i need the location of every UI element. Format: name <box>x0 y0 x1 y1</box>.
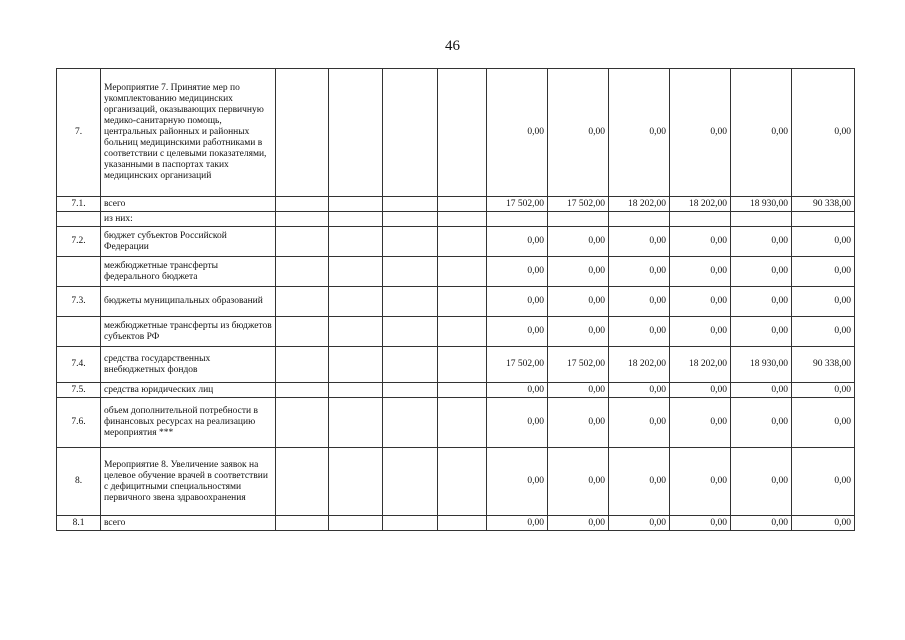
empty-cell <box>438 317 487 347</box>
value-cell: 0,00 <box>731 287 792 317</box>
value-cell: 0,00 <box>548 448 609 516</box>
value-cell: 0,00 <box>731 317 792 347</box>
value-cell: 18 202,00 <box>670 197 731 212</box>
value-cell <box>792 212 855 227</box>
value-cell: 0,00 <box>670 516 731 531</box>
value-cell: 18 202,00 <box>670 347 731 383</box>
empty-cell <box>276 516 329 531</box>
table-row <box>57 448 855 516</box>
value-cell: 0,00 <box>487 516 548 531</box>
value-cell: 0,00 <box>792 287 855 317</box>
empty-cell <box>383 287 438 317</box>
value-cell: 0,00 <box>731 257 792 287</box>
page-number: 46 <box>445 38 460 54</box>
value-cell <box>609 212 670 227</box>
table-row <box>57 398 855 448</box>
table-row <box>57 257 855 287</box>
empty-cell <box>438 212 487 227</box>
value-cell: 0,00 <box>609 227 670 257</box>
empty-cell <box>276 398 329 448</box>
empty-cell <box>438 347 487 383</box>
empty-cell <box>383 197 438 212</box>
value-cell: 0,00 <box>487 69 548 197</box>
row-description: Мероприятие 7. Принятие мер по укомплектованию медицинских организаций, оказывающих первичную медико-санитарную помощь, центральных районных и районных больниц медицинскими работниками в соответствии с целевыми показателями, указанными в паспортах таких медицинских организаций <box>101 69 276 197</box>
empty-cell <box>438 383 487 398</box>
empty-cell <box>276 257 329 287</box>
value-cell: 0,00 <box>548 398 609 448</box>
empty-cell <box>383 383 438 398</box>
value-cell: 0,00 <box>609 257 670 287</box>
budget-table <box>56 68 855 531</box>
empty-cell <box>276 347 329 383</box>
row-number: 8. <box>57 448 101 516</box>
value-cell: 0,00 <box>548 516 609 531</box>
empty-cell <box>276 212 329 227</box>
empty-cell <box>438 227 487 257</box>
empty-cell <box>329 227 383 257</box>
row-description: всего <box>101 197 276 212</box>
value-cell: 0,00 <box>670 287 731 317</box>
row-number: 7.2. <box>57 227 101 257</box>
empty-cell <box>329 287 383 317</box>
table-row <box>57 69 855 197</box>
value-cell: 0,00 <box>548 227 609 257</box>
empty-cell <box>329 69 383 197</box>
row-description: бюджеты муниципальных образований <box>101 287 276 317</box>
value-cell: 0,00 <box>792 448 855 516</box>
empty-cell <box>383 516 438 531</box>
value-cell: 0,00 <box>609 287 670 317</box>
row-number: 7.4. <box>57 347 101 383</box>
value-cell: 0,00 <box>792 516 855 531</box>
empty-cell <box>276 448 329 516</box>
empty-cell <box>329 398 383 448</box>
value-cell: 0,00 <box>609 448 670 516</box>
empty-cell <box>276 383 329 398</box>
row-number: 8.1 <box>57 516 101 531</box>
value-cell <box>487 212 548 227</box>
value-cell: 0,00 <box>670 398 731 448</box>
value-cell: 0,00 <box>670 227 731 257</box>
value-cell: 0,00 <box>670 257 731 287</box>
value-cell: 0,00 <box>609 69 670 197</box>
value-cell: 0,00 <box>548 257 609 287</box>
value-cell: 17 502,00 <box>548 347 609 383</box>
value-cell: 0,00 <box>487 398 548 448</box>
empty-cell <box>329 257 383 287</box>
empty-cell <box>438 69 487 197</box>
table-row <box>57 317 855 347</box>
value-cell <box>548 212 609 227</box>
table-row <box>57 383 855 398</box>
empty-cell <box>329 347 383 383</box>
value-cell: 0,00 <box>548 287 609 317</box>
empty-cell <box>383 227 438 257</box>
value-cell: 0,00 <box>487 227 548 257</box>
value-cell: 17 502,00 <box>487 347 548 383</box>
empty-cell <box>329 448 383 516</box>
value-cell: 0,00 <box>792 317 855 347</box>
value-cell: 0,00 <box>792 383 855 398</box>
table-row <box>57 197 855 212</box>
value-cell: 0,00 <box>731 69 792 197</box>
row-description: объем дополнительной потребности в финансовых ресурсах на реализацию мероприятия *** <box>101 398 276 448</box>
row-description: средства юридических лиц <box>101 383 276 398</box>
row-number: 7. <box>57 69 101 197</box>
empty-cell <box>383 398 438 448</box>
value-cell: 0,00 <box>731 448 792 516</box>
empty-cell <box>438 448 487 516</box>
table-row <box>57 516 855 531</box>
empty-cell <box>383 212 438 227</box>
row-number <box>57 212 101 227</box>
value-cell: 90 338,00 <box>792 347 855 383</box>
value-cell: 0,00 <box>670 448 731 516</box>
row-description: из них: <box>101 212 276 227</box>
empty-cell <box>438 197 487 212</box>
value-cell <box>731 212 792 227</box>
empty-cell <box>438 398 487 448</box>
table-row <box>57 227 855 257</box>
value-cell <box>670 212 731 227</box>
value-cell: 0,00 <box>792 257 855 287</box>
value-cell: 0,00 <box>487 448 548 516</box>
empty-cell <box>329 383 383 398</box>
empty-cell <box>329 317 383 347</box>
value-cell: 0,00 <box>609 383 670 398</box>
row-description: межбюджетные трансферты из бюджетов субъектов РФ <box>101 317 276 347</box>
row-description: бюджет субъектов Российской Федерации <box>101 227 276 257</box>
value-cell: 0,00 <box>609 317 670 347</box>
value-cell: 0,00 <box>548 69 609 197</box>
row-number <box>57 257 101 287</box>
empty-cell <box>276 197 329 212</box>
row-number: 7.6. <box>57 398 101 448</box>
row-description: Мероприятие 8. Увеличение заявок на целевое обучение врачей в соответствии с дефицитными специальностями первичного звена здравоохранения <box>101 448 276 516</box>
value-cell: 0,00 <box>548 317 609 347</box>
row-number: 7.3. <box>57 287 101 317</box>
empty-cell <box>276 69 329 197</box>
value-cell: 0,00 <box>670 69 731 197</box>
empty-cell <box>329 212 383 227</box>
value-cell: 0,00 <box>792 69 855 197</box>
value-cell: 0,00 <box>731 227 792 257</box>
empty-cell <box>329 197 383 212</box>
row-number: 7.1. <box>57 197 101 212</box>
empty-cell <box>438 257 487 287</box>
row-number: 7.5. <box>57 383 101 398</box>
value-cell: 0,00 <box>487 287 548 317</box>
value-cell: 0,00 <box>731 383 792 398</box>
value-cell: 90 338,00 <box>792 197 855 212</box>
empty-cell <box>329 516 383 531</box>
empty-cell <box>438 516 487 531</box>
value-cell: 0,00 <box>731 516 792 531</box>
empty-cell <box>383 257 438 287</box>
empty-cell <box>276 317 329 347</box>
table-row <box>57 287 855 317</box>
value-cell: 0,00 <box>792 398 855 448</box>
empty-cell <box>383 317 438 347</box>
value-cell: 0,00 <box>670 383 731 398</box>
table-row <box>57 347 855 383</box>
value-cell: 18 202,00 <box>609 197 670 212</box>
empty-cell <box>438 287 487 317</box>
row-description: межбюджетные трансферты федерального бюджета <box>101 257 276 287</box>
empty-cell <box>276 227 329 257</box>
value-cell: 18 202,00 <box>609 347 670 383</box>
row-description: всего <box>101 516 276 531</box>
value-cell: 0,00 <box>487 257 548 287</box>
value-cell: 0,00 <box>609 516 670 531</box>
empty-cell <box>383 69 438 197</box>
value-cell: 0,00 <box>792 227 855 257</box>
value-cell: 18 930,00 <box>731 347 792 383</box>
value-cell: 0,00 <box>670 317 731 347</box>
value-cell: 0,00 <box>487 317 548 347</box>
value-cell: 18 930,00 <box>731 197 792 212</box>
empty-cell <box>276 287 329 317</box>
row-description: средства государственных внебюджетных фондов <box>101 347 276 383</box>
value-cell: 0,00 <box>487 383 548 398</box>
value-cell: 0,00 <box>731 398 792 448</box>
value-cell: 17 502,00 <box>548 197 609 212</box>
value-cell: 0,00 <box>609 398 670 448</box>
row-number <box>57 317 101 347</box>
empty-cell <box>383 347 438 383</box>
value-cell: 0,00 <box>548 383 609 398</box>
value-cell: 17 502,00 <box>487 197 548 212</box>
empty-cell <box>383 448 438 516</box>
table-row <box>57 212 855 227</box>
